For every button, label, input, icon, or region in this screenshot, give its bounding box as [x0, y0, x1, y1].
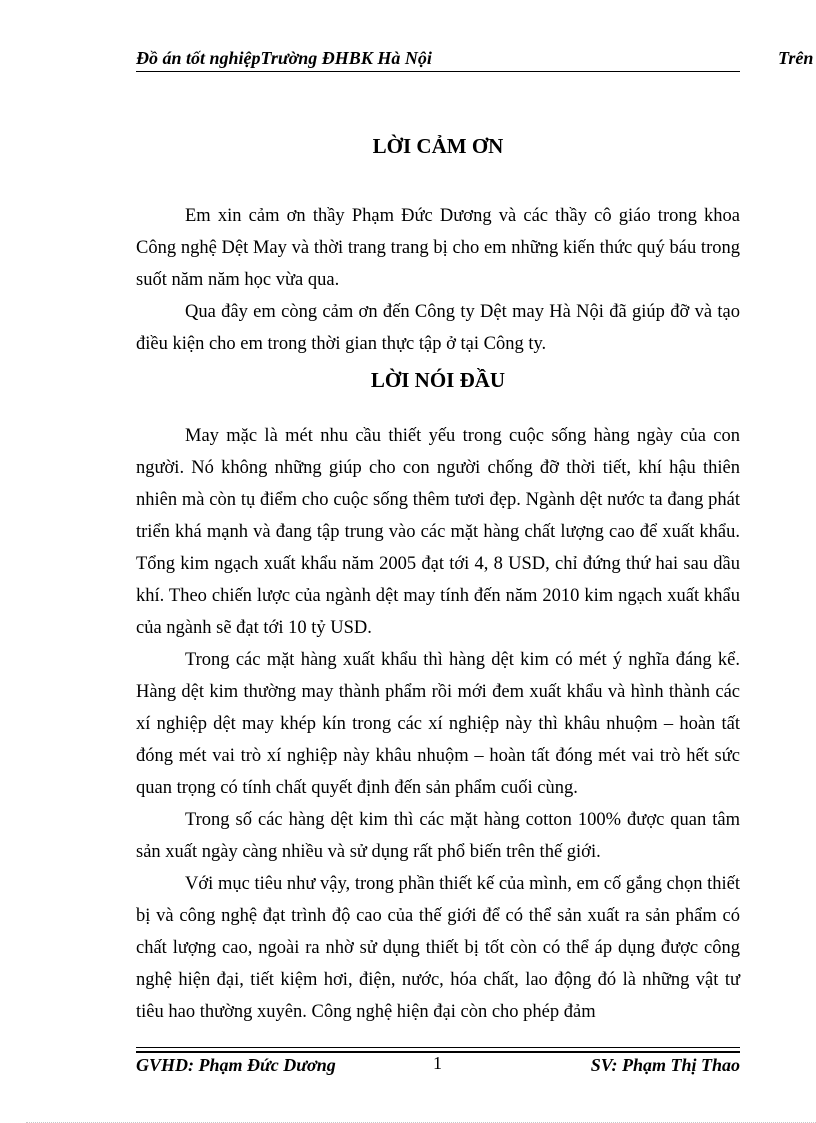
- footer-supervisor: GVHD: Phạm Đức Dương: [136, 1055, 336, 1075]
- paragraph: Với mục tiêu như vậy, trong phần thiết kế của mình, em cố gắng chọn thiết bị và công nghệ đạt trình độ cao của thế giới để có thể sản xuất ra sản phẩm có chất lượng cao, ngoài ra nhờ sử dụng thiết bị tốt còn có thể áp dụng được công nghệ hiện đại, tiết kiệm hơi, điện, nước, hóa chất, lao động đó là những vật tư tiêu hao thường xuyên. Công nghệ hiện đại còn cho phép đảm: [136, 874, 740, 1022]
- page-number: 1: [433, 1053, 442, 1073]
- header-rule: [136, 71, 740, 72]
- section-title-acknowledgement: LỜI CẢM ƠN: [372, 134, 504, 158]
- footer-student: SV: Phạm Thị Thao: [590, 1055, 740, 1075]
- paragraph: Em xin cảm ơn thầy Phạm Đức Dương và các thầy cô giáo trong khoa Công nghệ Dệt May và thời trang trang bị cho em những kiến thức quý báu trong suốt năm năm học vừa qua.: [136, 206, 740, 290]
- paragraph: Qua đây em còng cảm ơn đến Công ty Dệt may Hà Nội đã giúp đỡ và tạo điều kiện cho em trong thời gian thực tập ở tại Công ty.: [136, 302, 740, 354]
- section-title-foreword: LỜI NÓI ĐẦU: [370, 368, 506, 392]
- foreword-body: [136, 420, 740, 1028]
- footer-rule-thin: [136, 1047, 740, 1048]
- acknowledgement-body: [136, 200, 740, 360]
- paragraph: Trong số các hàng dệt kim thì các mặt hàng cotton 100% được quan tâm sản xuất ngày càng nhiều và sử dụng rất phổ biến trên thế giới.: [136, 810, 740, 862]
- paragraph: May mặc là mét nhu cầu thiết yếu trong cuộc sống hàng ngày của con người. Nó không những giúp cho con người chống đỡ thời tiết, khí hậu thiên nhiên mà còn tụ điểm cho cuộc sống thêm tươi đẹp. Ngành dệt nước ta đang phát triển khá mạnh và đang tập trung vào các mặt hàng chất lượng cao để xuất khẩu. Tổng kim ngạch xuất khẩu năm 2005 đạt tới 4, 8 USD, chỉ đứng thứ hai sau dầu khí. Theo chiến lược của ngành dệt may tính đến năm 2010 kim ngạch xuất khẩu của ngành sẽ đạt tới 10 tỷ USD.: [136, 426, 740, 638]
- paragraph: Trong các mặt hàng xuất khẩu thì hàng dệt kim có mét ý nghĩa đáng kể. Hàng dệt kim thường may thành phẩm rồi mới đem xuất khẩu và hình thành các xí nghiệp dệt may khép kín trong các xí nghiệp này thì khâu nhuộm – hoàn tất đóng mét vai trò xí nghiệp này khâu nhuộm – hoàn tất đóng mét vai trò hết sức quan trọng có tính chất quyết định đến sản phẩm cuối cùng.: [136, 650, 740, 798]
- header-right-text: Trên: [778, 48, 814, 68]
- header-title: Đồ án tốt nghiệpTrường ĐHBK Hà Nội: [136, 48, 432, 68]
